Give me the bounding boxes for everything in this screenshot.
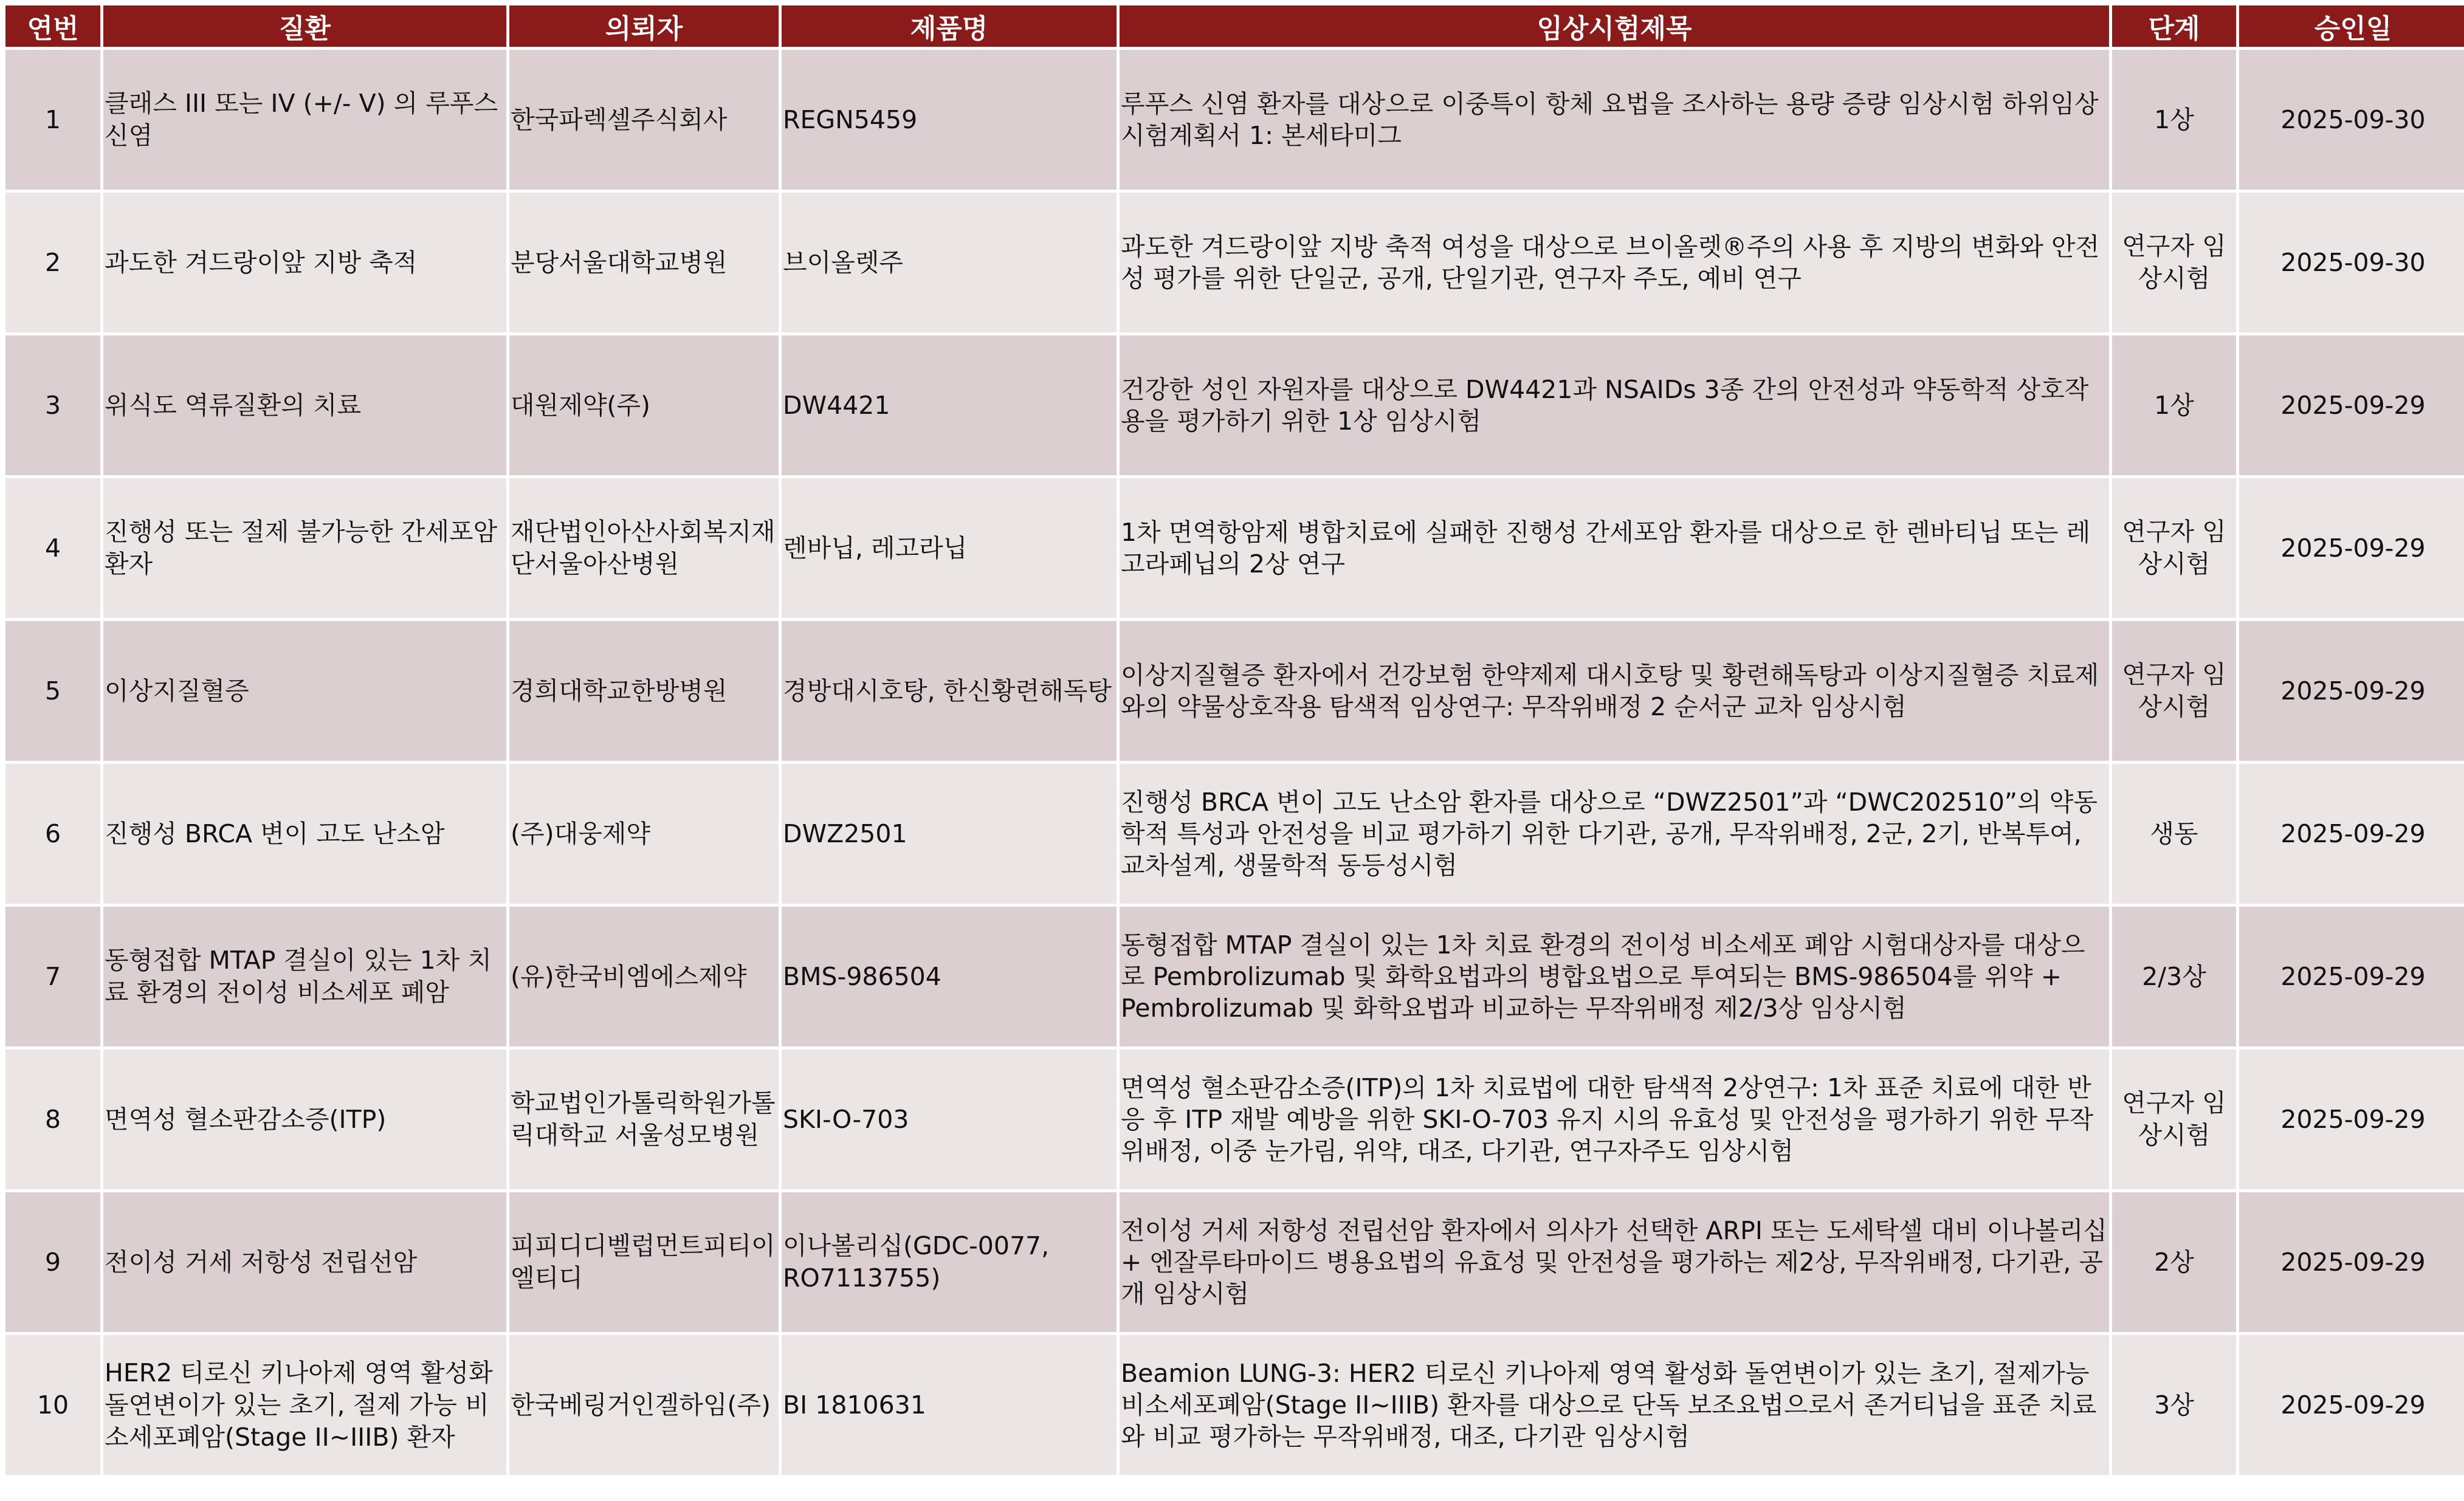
table-row[interactable]	[5, 335, 2464, 475]
table-row[interactable]	[5, 1335, 2464, 1475]
cell-approved: 2025-09-29	[2239, 1335, 2464, 1475]
cell-product: REGN5459	[782, 50, 1117, 190]
clinical-trials-table	[2, 2, 2464, 1478]
cell-phase: 2상	[2112, 1192, 2236, 1332]
cell-no: 2	[5, 193, 100, 332]
cell-sponsor: 경희대학교한방병원	[509, 621, 779, 761]
table-row[interactable]	[5, 478, 2464, 618]
cell-product: 브이올렛주	[782, 193, 1117, 332]
cell-product: 경방대시호탕, 한신황련해독탕	[782, 621, 1117, 761]
cell-phase: 연구자 임상시험	[2112, 621, 2236, 761]
cell-no: 6	[5, 764, 100, 904]
cell-phase: 1상	[2112, 50, 2236, 190]
cell-phase: 2/3상	[2112, 907, 2236, 1046]
cell-phase: 연구자 임상시험	[2112, 1049, 2236, 1189]
cell-sponsor: 피피디디벨럽먼트피티이엘티디	[509, 1192, 779, 1332]
cell-approved: 2025-09-30	[2239, 50, 2464, 190]
cell-title: Beamion LUNG-3: HER2 티로신 키나아제 영역 활성화 돌연변이가 있는 초기, 절제가능 비소세포폐암(Stage II~IIIB) 환자를 대상으로 단독 보조요법으로서 존거티닙을 표준 치료와 비교 평가하는 무작위배정, 대조, 다기관 임상시험	[1120, 1335, 2109, 1475]
cell-sponsor: 재단법인아산사회복지재단서울아산병원	[509, 478, 779, 618]
cell-sponsor: 한국파렉셀주식회사	[509, 50, 779, 190]
cell-product: 렌바닙, 레고라닙	[782, 478, 1117, 618]
cell-phase: 연구자 임상시험	[2112, 478, 2236, 618]
cell-no: 1	[5, 50, 100, 190]
cell-disease: HER2 티로신 키나아제 영역 활성화 돌연변이가 있는 초기, 절제 가능 비소세포폐암(Stage II~IIIB) 환자	[103, 1335, 506, 1475]
cell-phase: 1상	[2112, 335, 2236, 475]
cell-no: 3	[5, 335, 100, 475]
cell-disease: 이상지질혈증	[103, 621, 506, 761]
cell-title: 과도한 겨드랑이앞 지방 축적 여성을 대상으로 브이올렛®주의 사용 후 지방의 변화와 안전성 평가를 위한 단일군, 공개, 단일기관, 연구자 주도, 예비 연구	[1120, 193, 2109, 332]
table-row[interactable]	[5, 193, 2464, 332]
cell-sponsor: 한국베링거인겔하임(주)	[509, 1335, 779, 1475]
table-row[interactable]	[5, 1192, 2464, 1332]
cell-title: 진행성 BRCA 변이 고도 난소암 환자를 대상으로 “DWZ2501”과 “DWC202510”의 약동학적 특성과 안전성을 비교 평가하기 위한 다기관, 공개, 무작위배정, 2군, 2기, 반복투여, 교차설계, 생물학적 동등성시험	[1120, 764, 2109, 904]
header-phase[interactable]: 단계	[2112, 5, 2236, 47]
cell-approved: 2025-09-29	[2239, 764, 2464, 904]
table-header-row	[5, 5, 2464, 47]
cell-disease: 과도한 겨드랑이앞 지방 축적	[103, 193, 506, 332]
table-row[interactable]	[5, 907, 2464, 1046]
cell-disease: 전이성 거세 저항성 전립선암	[103, 1192, 506, 1332]
cell-title: 건강한 성인 자원자를 대상으로 DW4421과 NSAIDs 3종 간의 안전성과 약동학적 상호작용을 평가하기 위한 1상 임상시험	[1120, 335, 2109, 475]
header-title[interactable]: 임상시험제목	[1120, 5, 2109, 47]
cell-product: SKI-O-703	[782, 1049, 1117, 1189]
cell-phase: 3상	[2112, 1335, 2236, 1475]
cell-disease: 진행성 또는 절제 불가능한 간세포암 환자	[103, 478, 506, 618]
cell-no: 7	[5, 907, 100, 1046]
cell-title: 루푸스 신염 환자를 대상으로 이중특이 항체 요법을 조사하는 용량 증량 임상시험 하위임상시험계획서 1: 본세타미그	[1120, 50, 2109, 190]
header-no[interactable]: 연번	[5, 5, 100, 47]
cell-disease: 동형접합 MTAP 결실이 있는 1차 치료 환경의 전이성 비소세포 폐암	[103, 907, 506, 1046]
cell-product: 이나볼리십(GDC-0077, RO7113755)	[782, 1192, 1117, 1332]
header-approved[interactable]: 승인일	[2239, 5, 2464, 47]
cell-no: 8	[5, 1049, 100, 1189]
cell-product: DWZ2501	[782, 764, 1117, 904]
cell-approved: 2025-09-29	[2239, 335, 2464, 475]
header-product[interactable]: 제품명	[782, 5, 1117, 47]
cell-title: 동형접합 MTAP 결실이 있는 1차 치료 환경의 전이성 비소세포 폐암 시험대상자를 대상으로 Pembrolizumab 및 화학요법과의 병합요법으로 투여되는 BMS-986504를 위약 + Pembrolizumab 및 화학요법과 비교하는 무작위배정 제2/3상 임상시험	[1120, 907, 2109, 1046]
cell-approved: 2025-09-29	[2239, 1192, 2464, 1332]
table-row[interactable]	[5, 50, 2464, 190]
cell-disease: 클래스 III 또는 IV (+/- V) 의 루푸스 신염	[103, 50, 506, 190]
cell-product: BI 1810631	[782, 1335, 1117, 1475]
cell-title: 전이성 거세 저항성 전립선암 환자에서 의사가 선택한 ARPI 또는 도세탁셀 대비 이나볼리십 + 엔잘루타마이드 병용요법의 유효성 및 안전성을 평가하는 제2상, 무작위배정, 다기관, 공개 임상시험	[1120, 1192, 2109, 1332]
cell-phase: 연구자 임상시험	[2112, 193, 2236, 332]
cell-title: 이상지질혈증 환자에서 건강보험 한약제제 대시호탕 및 황련해독탕과 이상지질혈증 치료제와의 약물상호작용 탐색적 임상연구: 무작위배정 2 순서군 교차 임상시험	[1120, 621, 2109, 761]
cell-title: 1차 면역항암제 병합치료에 실패한 진행성 간세포암 환자를 대상으로 한 렌바티닙 또는 레고라페닙의 2상 연구	[1120, 478, 2109, 618]
cell-no: 5	[5, 621, 100, 761]
cell-approved: 2025-09-30	[2239, 193, 2464, 332]
cell-product: DW4421	[782, 335, 1117, 475]
cell-disease: 진행성 BRCA 변이 고도 난소암	[103, 764, 506, 904]
cell-sponsor: 학교법인가톨릭학원가톨릭대학교 서울성모병원	[509, 1049, 779, 1189]
header-disease[interactable]: 질환	[103, 5, 506, 47]
cell-no: 10	[5, 1335, 100, 1475]
cell-disease: 위식도 역류질환의 치료	[103, 335, 506, 475]
table-row[interactable]	[5, 621, 2464, 761]
table-row[interactable]	[5, 1049, 2464, 1189]
cell-approved: 2025-09-29	[2239, 907, 2464, 1046]
cell-sponsor: 대원제약(주)	[509, 335, 779, 475]
cell-sponsor: 분당서울대학교병원	[509, 193, 779, 332]
cell-sponsor: (유)한국비엠에스제약	[509, 907, 779, 1046]
cell-no: 9	[5, 1192, 100, 1332]
cell-approved: 2025-09-29	[2239, 478, 2464, 618]
cell-disease: 면역성 혈소판감소증(ITP)	[103, 1049, 506, 1189]
cell-no: 4	[5, 478, 100, 618]
cell-sponsor: (주)대웅제약	[509, 764, 779, 904]
header-sponsor[interactable]: 의뢰자	[509, 5, 779, 47]
table-row[interactable]	[5, 764, 2464, 904]
cell-approved: 2025-09-29	[2239, 621, 2464, 761]
cell-approved: 2025-09-29	[2239, 1049, 2464, 1189]
cell-title: 면역성 혈소판감소증(ITP)의 1차 치료법에 대한 탐색적 2상연구: 1차 표준 치료에 대한 반응 후 ITP 재발 예방을 위한 SKI-O-703 유지 시의 유효성 및 안전성을 평가하기 위한 무작위배정, 이중 눈가림, 위약, 대조, 다기관, 연구자주도 임상시험	[1120, 1049, 2109, 1189]
cell-phase: 생동	[2112, 764, 2236, 904]
cell-product: BMS-986504	[782, 907, 1117, 1046]
